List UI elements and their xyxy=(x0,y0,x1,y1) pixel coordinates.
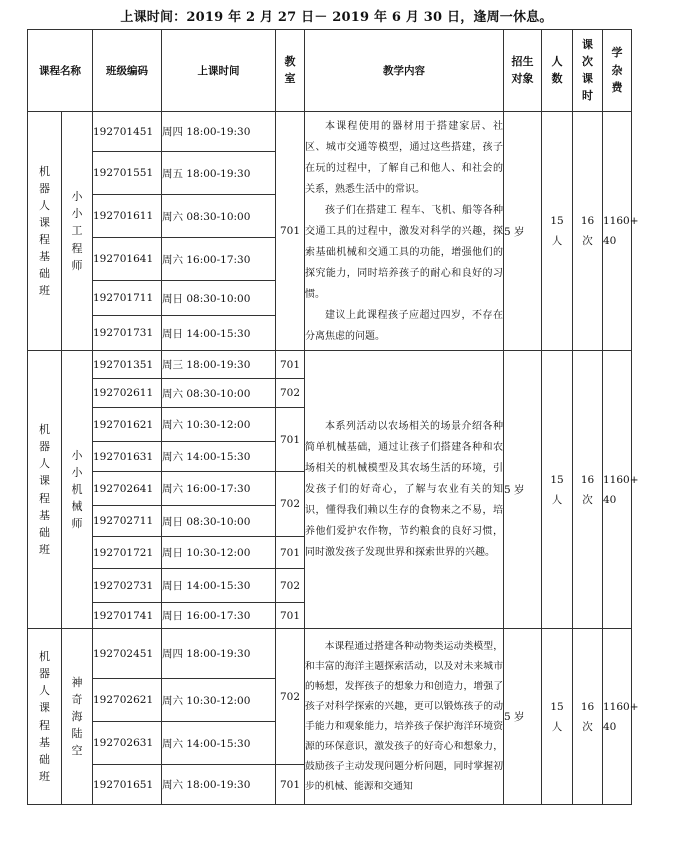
course-content: 本系列活动以农场相关的场景介绍各种简单机械基础，通过让孩子们搭建各种和农场相关的机械模型及其农场生活的环境，引发孩子们的好奇心，了解与农业有关的知识，懂得我们赖以生存的食物来之不易，培养他们爱护农作物，节约粮食的良好习惯，同时激发孩子发现世界和探索世界的兴趣。 xyxy=(305,351,504,629)
course-name: 小小机械师 xyxy=(62,351,93,629)
class-code: 192701631 xyxy=(93,442,162,472)
course-category: 机器人课程基础班 xyxy=(28,112,62,351)
class-size: 15 人 xyxy=(542,112,573,351)
course-category: 机器人课程基础班 xyxy=(28,351,62,629)
class-time: 周四 18:00-19:30 xyxy=(162,629,276,679)
classroom: 702 xyxy=(276,472,305,537)
enroll-target: 5 岁 xyxy=(504,112,542,351)
course-name: 小小工程师 xyxy=(62,112,93,351)
page-title: 上课时间：2019 年 2 月 27 日－ 2019 年 6 月 30 日，逢周一休息。 xyxy=(120,10,553,25)
header-sessions: 课次课时 xyxy=(573,30,603,112)
class-size: 15 人 xyxy=(542,351,573,629)
header-course: 课程名称 xyxy=(28,30,93,112)
classroom: 701 xyxy=(276,351,305,379)
session-count: 16 次 xyxy=(573,629,603,805)
header-content: 教学内容 xyxy=(305,30,504,112)
class-time: 周六 08:30-10:00 xyxy=(162,195,276,238)
header-target: 招生对象 xyxy=(504,30,542,112)
class-code: 192701641 xyxy=(93,238,162,281)
class-code: 192701621 xyxy=(93,408,162,442)
fee: 1160+ 40 xyxy=(603,112,632,351)
table-row xyxy=(28,112,632,152)
class-time: 周日 14:00-15:30 xyxy=(162,316,276,351)
course-category: 机器人课程基础班 xyxy=(28,629,62,805)
class-time: 周六 18:00-19:30 xyxy=(162,765,276,805)
session-count: 16 次 xyxy=(573,112,603,351)
class-code: 192702451 xyxy=(93,629,162,679)
classroom: 702 xyxy=(276,629,305,765)
course-content: 本课程使用的器材用于搭建家居、社区、城市交通等模型，通过这些搭建，孩子在玩的过程中，了解自己和他人、和社会的关系，熟悉生活中的常识。 孩子们在搭建工 程车、飞机、船等各种交通工具的过程中，激发对科学的兴趣，探索基础机械和交通工具的功能，增强他们的探究能力，同时培养孩子的耐心和良好的习惯。 建议上此课程孩子应超过四岁，不存在分离焦虑的问题。 xyxy=(305,112,504,351)
header-fee: 学杂费 xyxy=(603,30,632,112)
fee: 1160+ 40 xyxy=(603,629,632,805)
fee: 1160+ 40 xyxy=(603,351,632,629)
course-content: 本课程通过搭建各种动物类运动类模型，和丰富的海洋主题探索活动，以及对未来城市的畅想，发挥孩子的想象力和创造力，增强了孩子对科学探索的兴趣，更可以锻炼孩子的动手能力和观象能力，培养孩子保护海洋环境资源的环保意识，激发孩子的好奇心和想象力，鼓励孩子主动发现问题分析问题，同时掌握初步的机械、能源和交通知 xyxy=(305,629,504,805)
class-code: 192702611 xyxy=(93,379,162,408)
class-code: 192701451 xyxy=(93,112,162,152)
class-code: 192701651 xyxy=(93,765,162,805)
class-size: 15 人 xyxy=(542,629,573,805)
class-time: 周六 14:00-15:30 xyxy=(162,442,276,472)
class-code: 192701551 xyxy=(93,152,162,195)
class-code: 192701711 xyxy=(93,281,162,316)
classroom: 701 xyxy=(276,603,305,629)
class-time: 周六 08:30-10:00 xyxy=(162,379,276,408)
class-time: 周五 18:00-19:30 xyxy=(162,152,276,195)
class-code: 192702631 xyxy=(93,722,162,765)
classroom: 702 xyxy=(276,569,305,603)
class-time: 周六 14:00-15:30 xyxy=(162,722,276,765)
class-code: 192701351 xyxy=(93,351,162,379)
classroom: 701 xyxy=(276,537,305,569)
class-code: 192701731 xyxy=(93,316,162,351)
enroll-target: 5 岁 xyxy=(504,629,542,805)
class-time: 周日 10:30-12:00 xyxy=(162,537,276,569)
class-time: 周三 18:00-19:30 xyxy=(162,351,276,379)
class-time: 周六 16:00-17:30 xyxy=(162,238,276,281)
class-code: 192702731 xyxy=(93,569,162,603)
class-time: 周日 16:00-17:30 xyxy=(162,603,276,629)
class-time: 周六 10:30-12:00 xyxy=(162,679,276,722)
table-row xyxy=(28,351,632,379)
class-code: 192701721 xyxy=(93,537,162,569)
class-time: 周日 08:30-10:00 xyxy=(162,281,276,316)
classroom: 701 xyxy=(276,112,305,351)
classroom: 701 xyxy=(276,408,305,472)
class-code: 192702621 xyxy=(93,679,162,722)
course-name: 神奇海陆空 xyxy=(62,629,93,805)
header-time: 上课时间 xyxy=(162,30,276,112)
class-code: 192701611 xyxy=(93,195,162,238)
header-row xyxy=(28,30,632,112)
header-people: 人数 xyxy=(542,30,573,112)
classroom: 702 xyxy=(276,379,305,408)
class-code: 192702641 xyxy=(93,472,162,506)
header-room: 教室 xyxy=(276,30,305,112)
class-time: 周四 18:00-19:30 xyxy=(162,112,276,152)
enroll-target: 5 岁 xyxy=(504,351,542,629)
class-time: 周日 08:30-10:00 xyxy=(162,506,276,537)
class-code: 192701741 xyxy=(93,603,162,629)
schedule-table xyxy=(27,29,639,805)
session-count: 16 次 xyxy=(573,351,603,629)
table-row xyxy=(28,629,632,679)
class-code: 192702711 xyxy=(93,506,162,537)
classroom: 701 xyxy=(276,765,305,805)
header-code: 班级编码 xyxy=(93,30,162,112)
class-time: 周六 16:00-17:30 xyxy=(162,472,276,506)
class-time: 周六 10:30-12:00 xyxy=(162,408,276,442)
class-time: 周日 14:00-15:30 xyxy=(162,569,276,603)
